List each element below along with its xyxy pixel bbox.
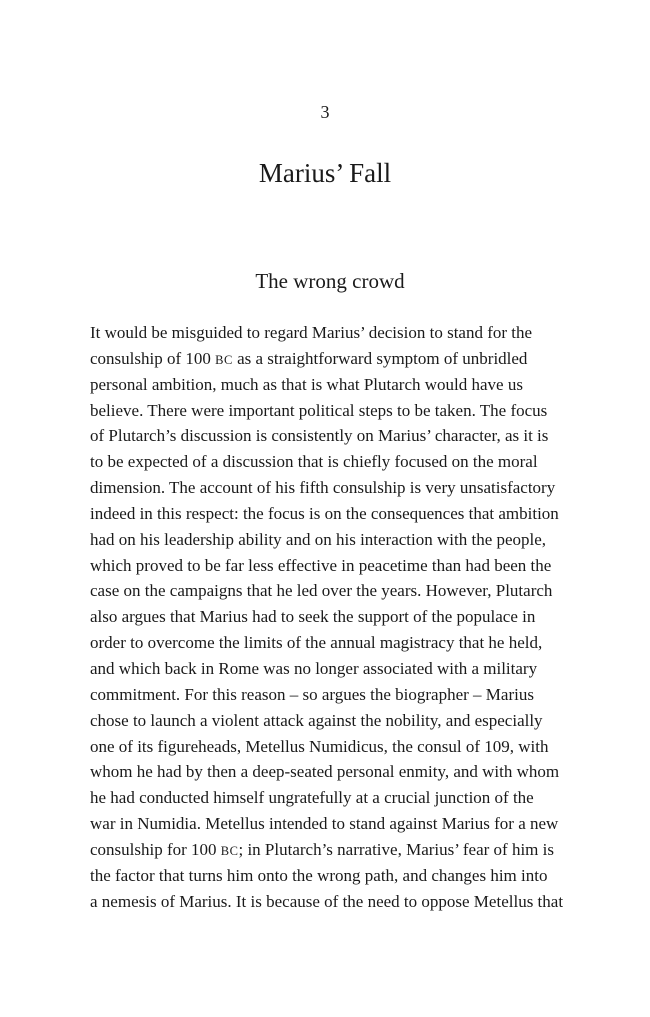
text-line: the factor that turns him onto the wrong path, and changes him into — [90, 865, 548, 885]
text-line: case on the campaigns that he led over the years. However, Plutarch — [90, 581, 553, 601]
text-line: also argues that Marius had to seek the support of the populace in — [90, 607, 536, 627]
text-line: indeed in this respect: the focus is on the consequences that ambition — [90, 503, 559, 523]
text-line: to be expected of a discussion that is chiefly focused on the moral — [90, 452, 538, 472]
text-line: believe. There were important political steps to be taken. The focus — [90, 400, 548, 420]
body-paragraph — [90, 320, 569, 914]
text-line: chose to launch a violent attack against the nobility, and especially — [90, 710, 543, 730]
text-line: whom he had by then a deep-seated personal enmity, and with whom — [90, 762, 560, 782]
small-caps-era: BC — [215, 352, 233, 367]
text-line: consulship for 100 BC; in Plutarch’s narrative, Marius’ fear of him is — [90, 839, 554, 859]
chapter-title: Marius’ Fall — [258, 158, 392, 188]
text-line: commitment. For this reason – so argues the biographer – Marius — [90, 684, 534, 704]
text-line: order to overcome the limits of the annual magistracy that he held, — [90, 633, 543, 653]
small-caps-era: BC — [220, 843, 239, 858]
text-line: consulship of 100 BC as a straightforward symptom of unbridled — [90, 348, 528, 368]
text-line: It would be misguided to regard Marius’ decision to stand for the — [90, 323, 533, 342]
section-heading: The wrong crowd — [255, 269, 405, 293]
text-line: which proved to be far less effective in peacetime than had been the — [90, 555, 552, 575]
text-line: had on his leadership ability and on his interaction with the people, — [90, 529, 547, 549]
text-line: war in Numidia. Metellus intended to stand against Marius for a new — [90, 814, 559, 834]
text-line: dimension. The account of his fifth consulship is very unsatisfactory — [90, 478, 556, 498]
text-line: a nemesis of Marius. It is because of the need to oppose Metellus that — [90, 891, 564, 911]
text-line: he had conducted himself ungratefully at a crucial junction of the — [90, 788, 534, 808]
text-line: and which back in Rome was no longer associated with a military — [90, 658, 538, 678]
text-line: of Plutarch’s discussion is consistently on Marius’ character, as it is — [90, 426, 549, 446]
chapter-number: 3 — [320, 102, 330, 122]
text-line: personal ambition, much as that is what Plutarch would have us — [90, 374, 523, 394]
text-line: one of its figureheads, Metellus Numidicus, the consul of 109, with — [90, 736, 549, 756]
